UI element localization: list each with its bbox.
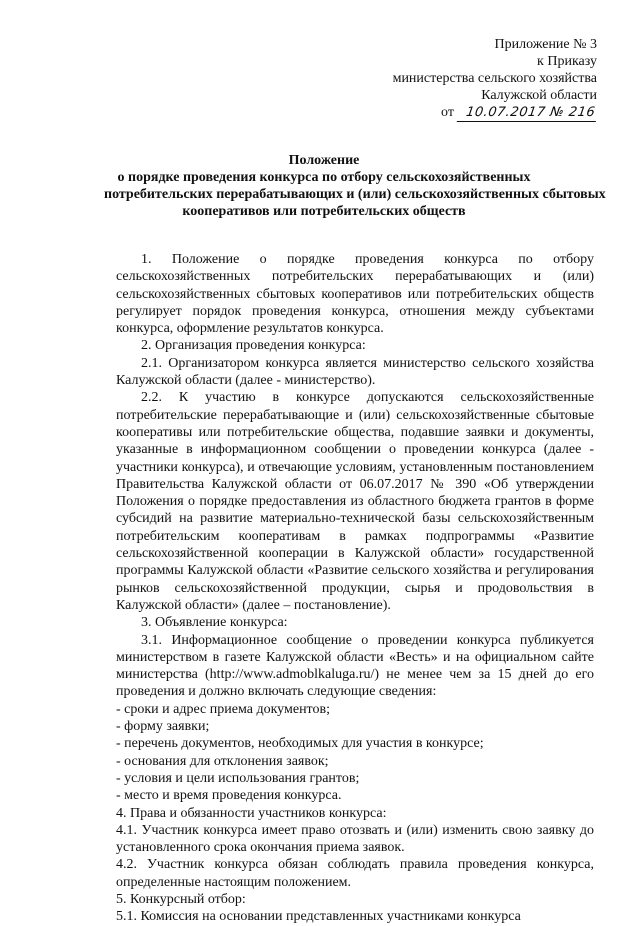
paragraph-4-1: 4.1. Участник конкурса имеет право отозвать и (или) изменить свою заявку до установленного срока окончания приема заявок. — [116, 822, 594, 856]
paragraph-3: 3. Объявление конкурса: — [141, 615, 288, 631]
list-item: - перечень документов, необходимых для участия в конкурсе; — [116, 736, 484, 752]
document-title — [104, 152, 606, 220]
paragraph-5: 5. Конкурсный отбор: — [116, 891, 246, 907]
list-item: - место и время проведения конкурса. — [116, 788, 342, 804]
paragraph-1: 1. Положение о порядке проведения конкурса по отбору сельскохозяйственных потребительских перерабатывающих и (или) сельскохозяйственных сбытовых кооперативов или потребительских обществ регулирует порядок проведения конкурса, отношения между субъектами конкурса, оформление результатов конкурса. — [116, 252, 594, 337]
document-body — [116, 251, 594, 926]
paragraph-4-2: 4.2. Участник конкурса обязан соблюдать правила проведения конкурса, определенные настоящим положением. — [116, 857, 594, 890]
title-line-3: потребительских перерабатывающих и (или) сельскохозяйственных сбытовых — [104, 187, 606, 202]
paragraph-3-1: 3.1. Информационное сообщение о проведении конкурса публикуется министерством в газете Калужской области «Весть» и на официальном сайте министерства (http://www.admoblkaluga.ru/) не менее чем за 15 дней до его проведения и должно включать следующие сведения: — [116, 632, 594, 700]
paragraph-5-1: 5.1. Комиссия на основании представленных участниками конкурса — [116, 909, 521, 925]
paragraph-2: 2. Организация проведения конкурса: — [141, 338, 366, 354]
title-line-2: о порядке проведения конкурса по отбору сельскохозяйственных — [117, 170, 531, 185]
paragraph-2-2: 2.2. К участию в конкурсе допускаются сельскохозяйственные потребительские перерабатывающие и (или) сельскохозяйственные сбытовые кооперативы или потребительские общества, подавшие заявки и документы, указанные в информационном сообщении о проведении конкурса (далее - участники конкурса), и отвечающие условиям, установленным постановлением Правительства Калужской области от 06.07.2017 № 390 «Об утверждении Положения о порядке предоставления из областного бюджета грантов в форме субсидий на развитие материально-технической базы сельскохозяйственным потребительским кооперативам в рамках подпрограммы «Развитие сельскохозяйственной кооперации в Калужской области» государственной программы Калужской области «Развитие сельского хозяйства и регулирования рынков сельскохозяйственной продукции, сырья и продовольствия в Калужской области» (далее – постановление). — [116, 390, 594, 613]
appendix-order-ref: к Приказу — [537, 54, 597, 69]
list-item: - сроки и адрес приема документов; — [116, 701, 330, 717]
title-line-1: Положение — [288, 153, 360, 168]
list-item: - условия и цели использования грантов; — [116, 770, 360, 786]
paragraph-4: 4. Права и обязанности участников конкурса: — [116, 805, 387, 821]
appendix-from-label: от — [441, 105, 454, 120]
list-item: - основания для отклонения заявок; — [116, 753, 329, 769]
appendix-date-line — [393, 104, 597, 122]
handwritten-date-number: 10.07.2017 № 216 — [457, 104, 599, 122]
appendix-region: Калужской области — [481, 88, 597, 103]
paragraph-2-1: 2.1. Организатором конкурса является министерство сельского хозяйства Калужской области (далее - министерство). — [116, 355, 594, 389]
appendix-ministry: министерства сельского хозяйства — [392, 71, 597, 86]
list-item: - форму заявки; — [116, 719, 210, 735]
appendix-number: Приложение № 3 — [494, 37, 597, 52]
appendix-header — [393, 36, 597, 122]
title-line-4: кооперативов или потребительских обществ — [182, 204, 466, 219]
